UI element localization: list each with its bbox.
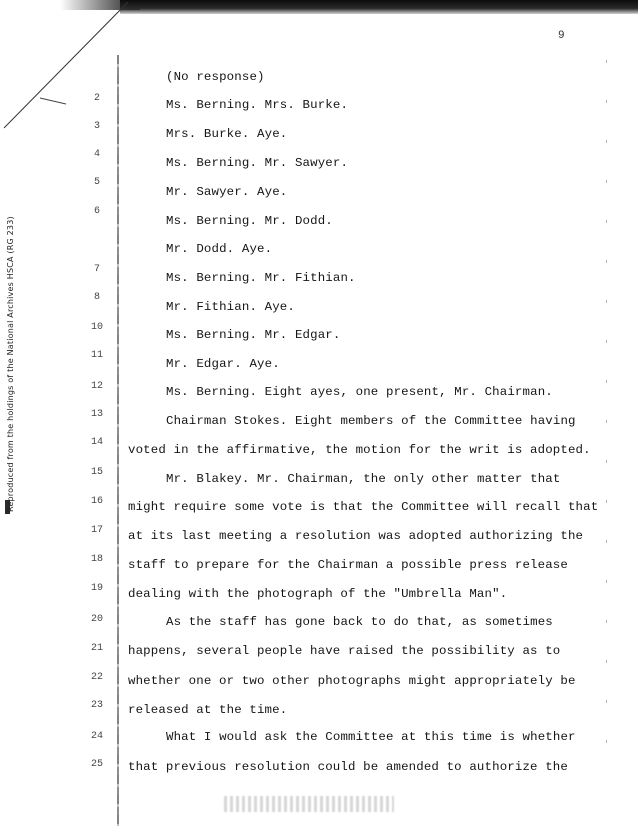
transcript-line: Mr. Edgar. Aye.	[166, 357, 280, 371]
transcript-line: dealing with the photograph of the "Umbrella Man".	[128, 587, 508, 601]
page-number: 9	[558, 30, 565, 42]
line-number: 18	[90, 554, 103, 565]
line-number: 5	[93, 177, 100, 188]
transcript-line: whether one or two other photographs might appropriately be	[128, 674, 576, 688]
transcript-line: Ms. Berning. Mr. Fithian.	[166, 271, 356, 285]
line-number: 12	[90, 381, 103, 392]
transcript-line: Ms. Berning. Mrs. Burke.	[166, 98, 349, 112]
line-number: 4	[93, 149, 100, 160]
scan-smudge	[224, 796, 394, 812]
line-number: 8	[93, 292, 100, 303]
left-margin-rule	[117, 55, 119, 826]
transcript-line: Mr. Sawyer. Aye.	[166, 185, 288, 199]
line-number: 11	[90, 350, 103, 361]
line-number: 22	[90, 672, 103, 683]
line-number: 7	[93, 264, 100, 275]
line-number: 23	[90, 700, 103, 711]
transcript-line: voted in the affirmative, the motion for the writ is adopted.	[128, 443, 591, 457]
transcript-line: Ms. Berning. Mr. Sawyer.	[166, 156, 349, 170]
transcript-line: Ms. Berning. Mr. Edgar.	[166, 328, 341, 342]
transcript-line: Chairman Stokes. Eight members of the Committee having	[166, 414, 576, 428]
line-number: 15	[90, 467, 103, 478]
transcript-line: that previous resolution could be amended to authorize the	[128, 760, 568, 774]
line-number: 24	[90, 731, 103, 742]
line-number: 25	[90, 759, 103, 770]
line-number: 6	[93, 206, 100, 217]
transcript-line: (No response)	[166, 70, 265, 84]
line-number: 17	[90, 525, 103, 536]
transcript-line: Mr. Blakey. Mr. Chairman, the only other matter that	[166, 472, 561, 486]
transcript-line: Mr. Dodd. Aye.	[166, 242, 273, 256]
line-number: 3	[93, 121, 100, 132]
right-margin-rule	[606, 60, 607, 760]
transcript-line: What I would ask the Committee at this time is whether	[166, 730, 576, 744]
line-number: 10	[90, 322, 103, 333]
line-number: 19	[90, 583, 103, 594]
line-number: 16	[90, 496, 103, 507]
line-number: 20	[90, 614, 103, 625]
scan-top-shadow	[120, 0, 638, 14]
line-number: 2	[93, 93, 100, 104]
transcript-line: released at the time.	[128, 703, 288, 717]
scan-corner-fold	[0, 0, 130, 140]
transcript-line: happens, several people have raised the possibility as to	[128, 644, 561, 658]
transcript-line: Ms. Berning. Eight ayes, one present, Mr. Chairman.	[166, 385, 553, 399]
line-number: 21	[90, 643, 103, 654]
line-number: 14	[90, 437, 103, 448]
transcript-line: As the staff has gone back to do that, as sometimes	[166, 615, 553, 629]
transcript-line: staff to prepare for the Chairman a possible press release	[128, 558, 568, 572]
line-number: 13	[90, 409, 103, 420]
transcript-line: Ms. Berning. Mr. Dodd.	[166, 214, 333, 228]
transcript-line: at its last meeting a resolution was adopted authorizing the	[128, 529, 584, 543]
transcript-line: Mr. Fithian. Aye.	[166, 300, 295, 314]
transcript-line: Mrs. Burke. Aye.	[166, 127, 288, 141]
transcript-line: might require some vote is that the Committee will recall that	[128, 500, 599, 514]
archive-provenance-note: Reproduced from the holdings of the National Archives HSCA (RG 233)	[6, 216, 15, 512]
